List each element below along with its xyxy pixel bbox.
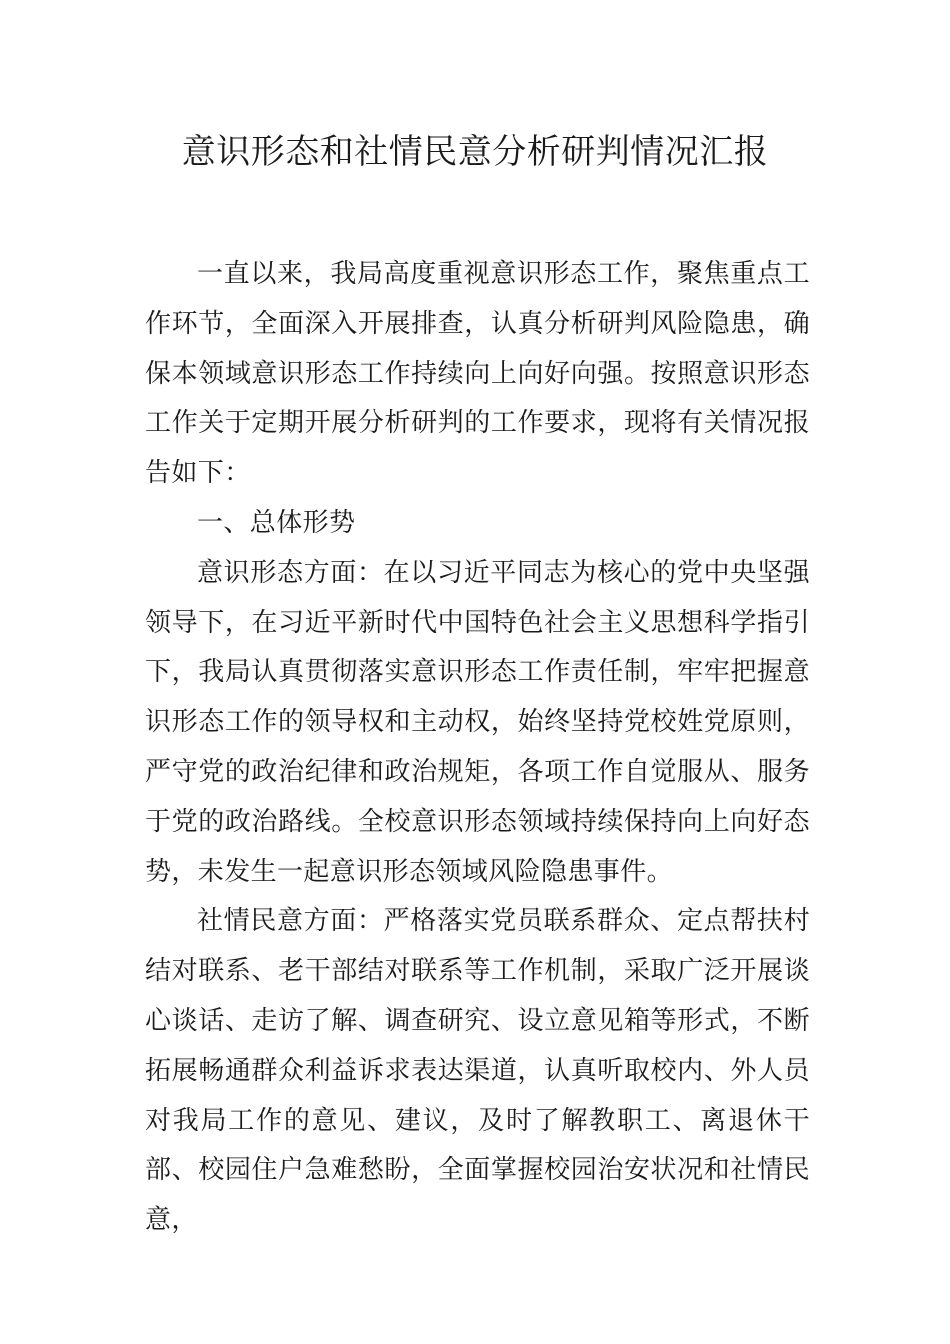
document-title: 意识形态和社情民意分析研判情况汇报	[181, 132, 769, 172]
document-body	[145, 250, 810, 1246]
section-heading-overall-situation: 一、总体形势	[197, 507, 356, 538]
public-opinion-paragraph: 社情民意方面：严格落实党员联系群众、定点帮扶村结对联系、老干部结对联系等工作机制，采取广泛开展谈心谈话、走访了解、调查研究、设立意见箱等形式，不断拓展畅通群众利益诉求表达渠道，认真听取校内、外人员对我局工作的意见、建议，及时了解教职工、离退休干部、校园住户急难愁盼，全面掌握校园治安状况和社情民意，	[145, 906, 810, 1236]
intro-paragraph: 一直以来，我局高度重视意识形态工作，聚焦重点工作环节，全面深入开展排查，认真分析研判风险隐患，确保本领域意识形态工作持续向上向好向强。按照意识形态工作关于定期开展分析研判的工作要求，现将有关情况报告如下：	[145, 259, 810, 489]
ideology-paragraph: 意识形态方面：在以习近平同志为核心的党中央坚强领导下，在习近平新时代中国特色社会主义思想科学指引下，我局认真贯彻落实意识形态工作责任制，牢牢把握意识形态工作的领导权和主动权，始终坚持党校姓党原则，严守党的政治纪律和政治规矩，各项工作自觉服从、服务于党的政治路线。全校意识形态领域持续保持向上向好态势，未发生一起意识形态领域风险隐患事件。	[145, 557, 810, 887]
